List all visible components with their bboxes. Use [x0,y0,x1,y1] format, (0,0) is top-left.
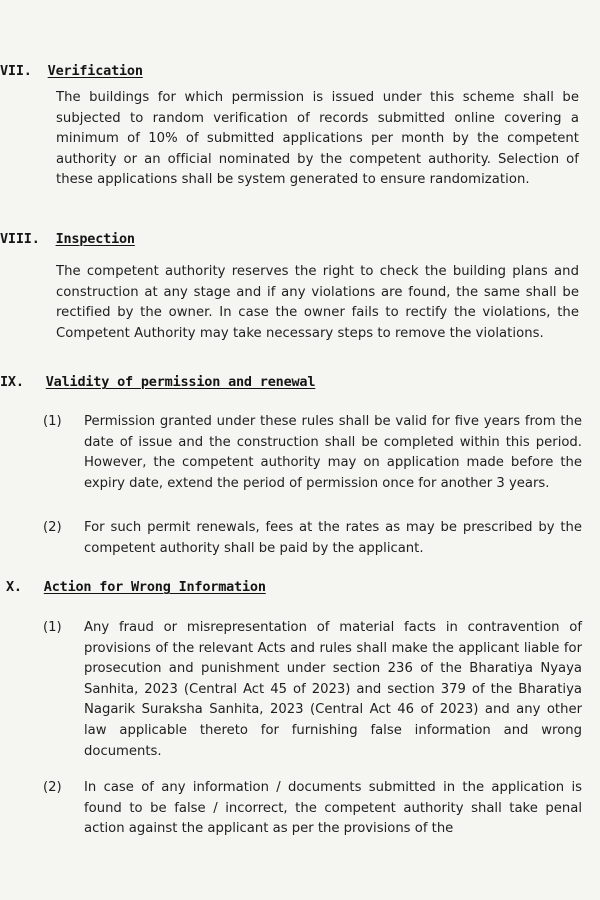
section-heading-wrong-information [0,579,266,595]
item-text: Any fraud or misrepresentation of material facts in contravention of provisions of the relevant Acts and rules shall make the applicant liable for prosecution and punishment under section 236 of the Bharatiya Nyaya Sanhita, 2023 (Central Act 45 of 2023) and section 379 of the Bharatiya Nagarik Suraksha Sanhita, 2023 (Central Act 46 of 2023) and any other law applicable thereto for furnishing false information and wrong documents. [84,620,582,759]
item-marker: (2) [43,780,62,795]
item-marker: (1) [43,620,62,635]
section-number: VII. [0,63,32,79]
section-number: IX. [0,374,24,390]
item-marker: (2) [43,520,62,535]
item-text: For such permit renewals, fees at the rates as may be prescribed by the competent authority shall be paid by the applicant. [84,520,582,556]
item-text: In case of any information / documents submitted in the application is found to be false / incorrect, the competent authority shall take penal action against the applicant as per the provisions of the [84,780,582,837]
item-text: Permission granted under these rules shall be valid for five years from the date of issue and the construction shall be completed within this period. However, the competent authority may on application made before the expiry date, extend the period of permission once for another 3 years. [84,414,582,491]
section-heading-inspection [0,231,135,247]
section-title: Verification [47,63,143,79]
item-marker: (1) [43,414,62,429]
section-paragraph: The competent authority reserves the right to check the building plans and construction at any stage and if any violations are found, the same shall be rectified by the owner. In case the owner fails to rectify the violations, the Competent Authority may take necessary steps to remove the violations. [56,264,579,341]
section-number: VIII. [0,231,40,247]
section-title: Inspection [55,231,135,247]
section-number: X. [6,579,22,595]
section-heading-verification [0,63,143,79]
section-title: Validity of permission and renewal [45,374,316,390]
section-paragraph: The buildings for which permission is issued under this scheme shall be subjected to random verification of records submitted online covering a minimum of 10% of submitted applications per month by the competent authority or an official nominated by the competent authority. Selection of these applications shall be system generated to ensure randomization. [56,90,579,188]
section-title: Action for Wrong Information [43,579,266,595]
section-heading-validity [0,374,315,390]
